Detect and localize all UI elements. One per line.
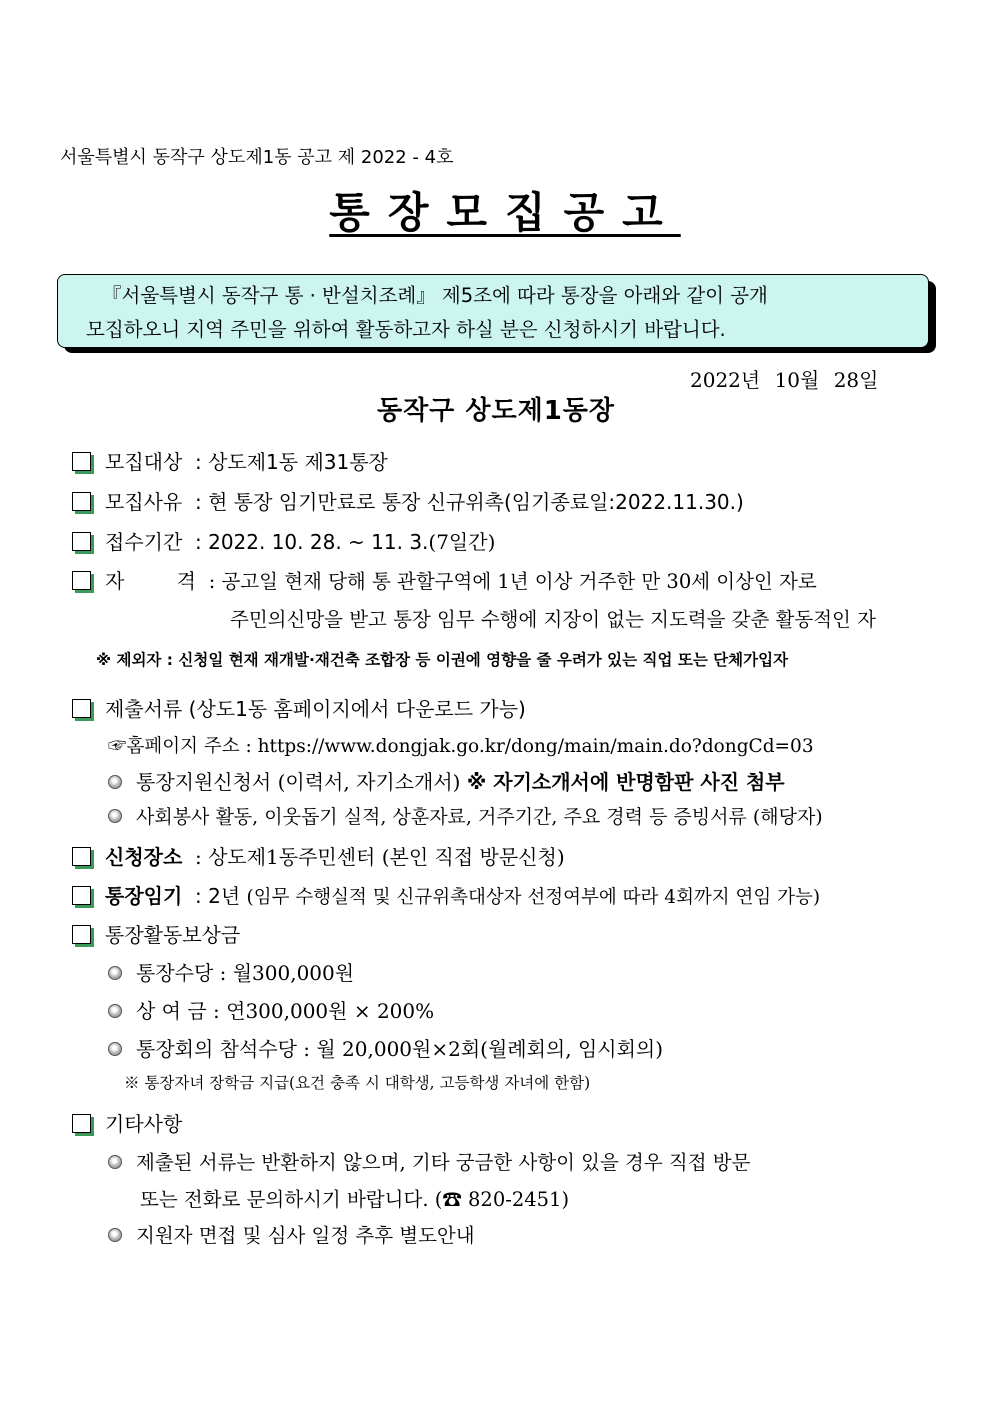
item-target bbox=[72, 446, 388, 475]
item-label: 모집사유 bbox=[105, 490, 183, 514]
item-label: 모집대상 bbox=[105, 450, 183, 474]
intro-line-2: 모집하오니 지역 주민을 위하여 활동하고자 하실 분은 신청하시기 바랍니다. bbox=[86, 318, 726, 341]
issuer: 동작구 상도제1동장 bbox=[376, 396, 616, 426]
document-1 bbox=[108, 766, 785, 795]
document-2 bbox=[108, 802, 823, 829]
item-extra: (임무 수행실적 및 신규위촉대상자 선정여부에 따라 4회까지 연임 가능) bbox=[246, 887, 821, 908]
document-1-bold: ※ 자기소개서에 반명함판 사진 첨부 bbox=[466, 770, 785, 794]
item-value: : 2년 bbox=[195, 884, 241, 908]
item-reward bbox=[72, 919, 240, 948]
item-documents bbox=[72, 693, 526, 722]
etc-2-text: 지원자 면접 및 심사 일정 추후 별도안내 bbox=[136, 1224, 475, 1247]
item-label: 통장활동보상금 bbox=[105, 923, 241, 947]
reward-2 bbox=[108, 995, 434, 1024]
checkbox-icon bbox=[72, 532, 91, 551]
checkbox-icon bbox=[72, 571, 91, 590]
bullet-icon bbox=[108, 775, 122, 789]
item-label: 기타사항 bbox=[105, 1112, 183, 1136]
document-2-text: 사회봉사 활동, 이웃돕기 실적, 상훈자료, 거주기간, 주요 경력 등 증빙서류 (해당자) bbox=[136, 806, 823, 828]
item-value: : 공고일 현재 당해 통 관할구역에 1년 이상 거주한 만 30세 이상인 자로 bbox=[208, 570, 817, 593]
bullet-icon bbox=[108, 809, 122, 823]
document-1-text: 통장지원신청서 (이력서, 자기소개서) bbox=[136, 770, 461, 794]
item-note: (상도1동 홈페이지에서 다운로드 가능) bbox=[188, 697, 526, 721]
item-value: : 현 통장 임기만료로 통장 신규위촉(임기종료일:2022.11.30.) bbox=[195, 490, 744, 514]
item-value: : 상도제1동주민센터 (본인 직접 방문신청) bbox=[195, 845, 565, 869]
notice-date: 2022년 10월 28일 bbox=[690, 368, 879, 392]
bullet-icon bbox=[108, 1004, 122, 1018]
notice-number: 서울특별시 동작구 상도제1동 공고 제 2022 - 4호 bbox=[60, 147, 454, 168]
etc-1-text: 제출된 서류는 반환하지 않으며, 기타 궁금한 사항이 있을 경우 직접 방문 bbox=[136, 1151, 751, 1174]
item-value: : 2022. 10. 28. ~ 11. 3. bbox=[195, 530, 429, 554]
item-reason bbox=[72, 486, 744, 515]
reward-2-text: 상 여 금 : 연300,000원 × 200% bbox=[136, 999, 435, 1023]
checkbox-icon bbox=[72, 847, 91, 866]
item-extra: (7일간) bbox=[428, 530, 496, 554]
checkbox-icon bbox=[72, 492, 91, 511]
intro-box bbox=[57, 274, 929, 348]
reward-3-text: 통장회의 참석수당 : 월 20,000원×2회(월례회의, 임시회의) bbox=[136, 1037, 664, 1061]
item-label: 신청장소 bbox=[105, 845, 183, 869]
bullet-icon bbox=[108, 966, 122, 980]
exclusion-note: ※ 제외자 : 신청일 현재 재개발·재건축 조합장 등 이권에 영향을 줄 우려가 있는 직업 또는 단체가입자 bbox=[96, 651, 789, 669]
etc-1-line-2: 또는 전화로 문의하시기 바랍니다. (☎ 820-2451) bbox=[140, 1188, 570, 1211]
item-label: 접수기간 bbox=[105, 530, 183, 554]
homepage-address: ☞홈페이지 주소 : https://www.dongjak.go.kr/dong/main/main.do?dongCd=03 bbox=[108, 736, 814, 757]
title-text: 통장모집공고 bbox=[329, 188, 681, 237]
item-value: : 상도제1동 제31통장 bbox=[195, 450, 388, 474]
item-label: 자 격 bbox=[105, 569, 196, 593]
reward-note: ※ 통장자녀 장학금 지급(요건 충족 시 대학생, 고등학생 자녀에 한함) bbox=[124, 1074, 591, 1092]
etc-2 bbox=[108, 1220, 475, 1248]
intro-line-1: 『서울특별시 동작구 통 · 반설치조례』 제5조에 따라 통장을 아래와 같이 공개 bbox=[102, 284, 768, 307]
checkbox-icon bbox=[72, 699, 91, 718]
checkbox-icon bbox=[72, 925, 91, 944]
item-qualification bbox=[72, 565, 817, 594]
item-place bbox=[72, 841, 565, 870]
qualification-line-2: 주민의신망을 받고 통장 임무 수행에 지장이 없는 지도력을 갖춘 활동적인 자 bbox=[230, 608, 876, 631]
bullet-icon bbox=[108, 1042, 122, 1056]
page-title bbox=[0, 180, 992, 240]
checkbox-icon bbox=[72, 452, 91, 471]
bullet-icon bbox=[108, 1228, 122, 1242]
etc-1 bbox=[108, 1147, 750, 1175]
checkbox-icon bbox=[72, 886, 91, 905]
reward-1-text: 통장수당 : 월300,000원 bbox=[136, 961, 355, 985]
item-term bbox=[72, 880, 820, 909]
item-period bbox=[72, 526, 495, 555]
item-etc bbox=[72, 1108, 182, 1137]
reward-3 bbox=[108, 1033, 663, 1062]
item-label: 제출서류 bbox=[105, 697, 183, 721]
item-label: 통장임기 bbox=[105, 884, 183, 908]
reward-1 bbox=[108, 957, 354, 986]
bullet-icon bbox=[108, 1155, 122, 1169]
checkbox-icon bbox=[72, 1114, 91, 1133]
